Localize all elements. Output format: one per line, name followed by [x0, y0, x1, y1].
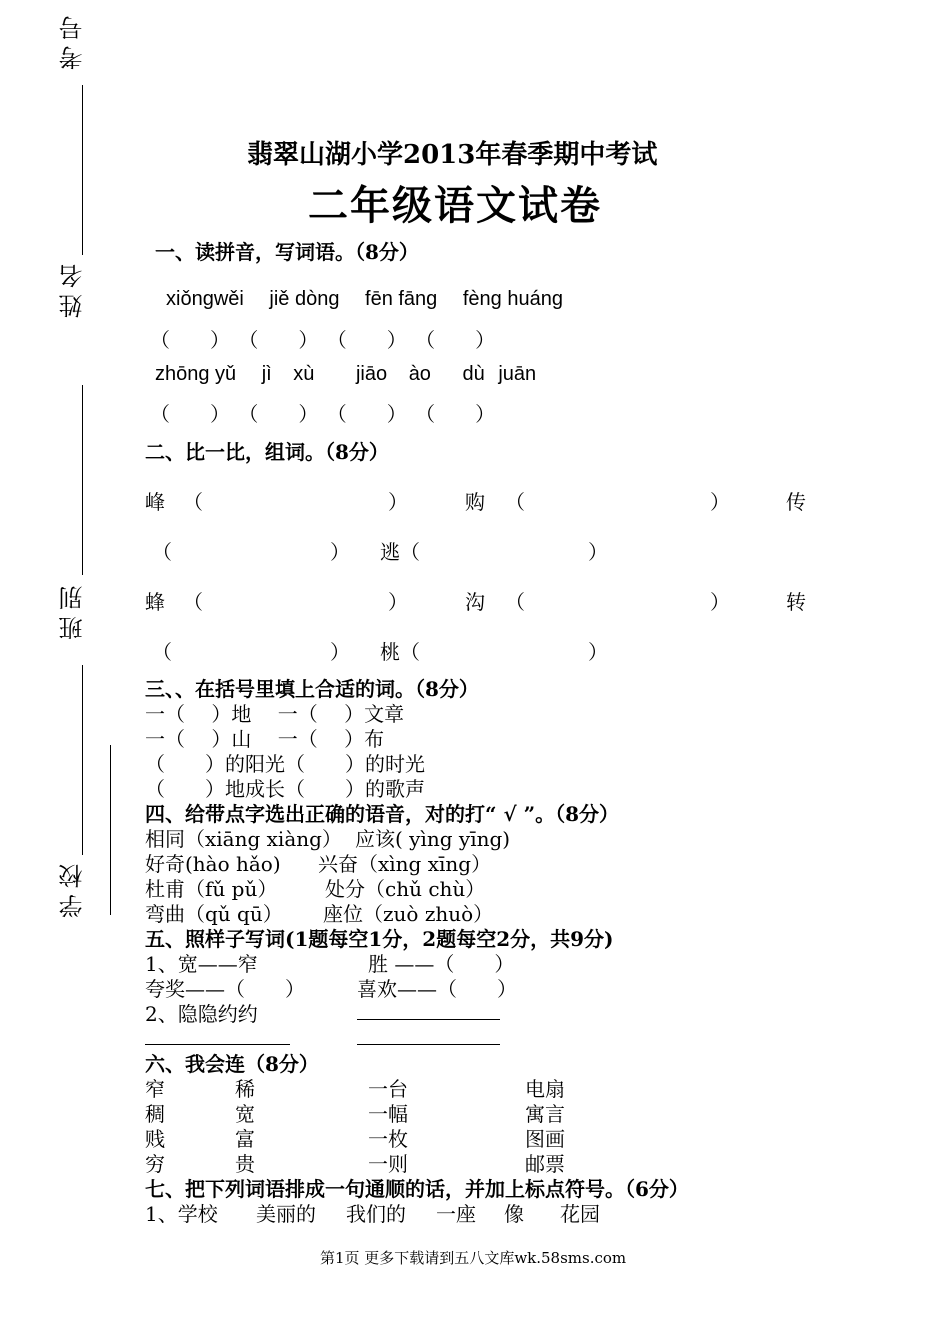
answer-blank[interactable]: （ ） — [415, 402, 496, 426]
pronunciation-choice: 好奇(hào hǎo) — [145, 852, 281, 876]
pronunciation-choice: 弯曲（qǔ qū） — [145, 902, 283, 926]
pinyin-item: zhōng yǔ — [155, 363, 237, 385]
class-label: 班别 — [59, 580, 87, 640]
paren-close: ） — [388, 590, 408, 614]
pinyin-row-1 — [166, 288, 563, 311]
section-6-heading: 六、我会连（8分） — [145, 1052, 319, 1076]
section-4-heading: 四、给带点字选出正确的语音，对的打“ √ ”。（8分） — [145, 802, 619, 826]
match-item[interactable]: 一则 — [368, 1152, 408, 1176]
pronunciation-choice: 兴奋（xìng xīng） — [318, 852, 492, 876]
section-7-heading: 七、把下列词语排成一句通顺的话，并加上标点符号。（6分） — [145, 1177, 689, 1201]
match-item[interactable]: 富 — [235, 1127, 255, 1151]
example-word: 2、隐隐约约 — [145, 1002, 258, 1026]
paren-open: （ — [183, 590, 203, 614]
word-item: 花园 — [560, 1202, 600, 1226]
pronunciation-choice: 座位（zuò zhuò） — [323, 902, 494, 926]
antonym-blank[interactable]: 夸奖——（ ） — [145, 977, 305, 1001]
section-5-heading: 五、照样子写词(1题每空1分，2题每空2分，共9分) — [145, 927, 614, 951]
answer-blank[interactable]: （ ） — [238, 328, 319, 352]
match-item[interactable]: 一幅 — [368, 1102, 408, 1126]
fill-line: （ ）的阳光（ ）的时光 — [145, 752, 425, 776]
char-feng-bee: 蜂 — [145, 590, 165, 614]
match-item[interactable]: 寓言 — [525, 1102, 565, 1126]
match-item[interactable]: 电扇 — [525, 1077, 565, 1101]
char-gou-ditch: 沟 — [465, 590, 485, 614]
paren-close: ） — [388, 490, 408, 514]
pinyin-item: dù — [462, 363, 485, 385]
paren-close: ） — [330, 540, 350, 564]
write-line[interactable] — [357, 1019, 500, 1020]
word-item: 一座 — [436, 1202, 476, 1226]
exam-title: 翡翠山湖小学2013年春季期中考试 — [247, 140, 658, 170]
example-word: 1、宽——窄 — [145, 952, 258, 976]
paren-close: ） — [330, 640, 350, 664]
pinyin-row-2 — [155, 363, 536, 386]
pinyin-item: juān — [498, 363, 537, 385]
word-item: 美丽的 — [256, 1202, 316, 1226]
char-feng-peak: 峰 — [145, 490, 165, 514]
antonym-blank[interactable]: 胜 ——（ ） — [368, 952, 515, 976]
paren-close: ） — [710, 590, 730, 614]
pronunciation-choice: 杜甫（fǔ pǔ） — [145, 877, 278, 901]
answer-blank[interactable]: （ ） — [150, 402, 230, 426]
answer-blank[interactable]: （ ） — [150, 328, 230, 352]
write-line[interactable] — [145, 1044, 290, 1045]
pinyin-item: fèng huáng — [462, 288, 563, 310]
pinyin-item: ào — [408, 363, 431, 385]
word-item: 我们的 — [346, 1202, 406, 1226]
fill-line: 一（ ）山 一（ ）布 — [145, 727, 385, 751]
pronunciation-choice: 处分（chǔ chù） — [325, 877, 486, 901]
write-line[interactable] — [357, 1044, 500, 1045]
section-2-heading: 二、比一比，组词。（8分） — [145, 440, 389, 464]
pinyin-item: jiě dòng — [269, 288, 340, 310]
pronunciation-choice: 相同（xiāng xiàng） — [145, 827, 342, 851]
match-item[interactable]: 窄 — [145, 1077, 165, 1101]
word-item: 1、学校 — [145, 1202, 218, 1226]
match-item[interactable]: 一枚 — [368, 1127, 408, 1151]
match-item[interactable]: 穷 — [145, 1152, 165, 1176]
answer-blanks-row-1 — [150, 324, 495, 353]
char-gou-buy: 购 — [465, 490, 485, 514]
exam-subtitle: 二年级语文试卷 — [308, 182, 602, 229]
paren-open: （ — [505, 590, 525, 614]
answer-blank[interactable]: （ ） — [238, 402, 319, 426]
paren-open: （ — [183, 490, 203, 514]
section-3-heading: 三、、在括号里填上合适的词。（8分） — [145, 677, 479, 701]
pinyin-item: jì — [261, 363, 272, 385]
fill-line: （ ）地成长（ ）的歌声 — [145, 777, 425, 801]
fill-line: 一（ ）地 一（ ）文章 — [145, 702, 405, 726]
match-item[interactable]: 图画 — [525, 1127, 565, 1151]
name-label: 姓名 — [59, 258, 87, 318]
paren-close: ） — [588, 640, 608, 664]
paren-open: （ — [152, 540, 172, 564]
answer-blank[interactable]: （ ） — [415, 328, 496, 352]
paren-open: （ — [505, 490, 525, 514]
char-tao-peach: 桃（ — [380, 640, 420, 664]
pinyin-item: jiāo — [355, 363, 388, 385]
match-item[interactable]: 稠 — [145, 1102, 165, 1126]
school-label: 学校 — [59, 858, 87, 918]
match-item[interactable]: 稀 — [235, 1077, 255, 1101]
paren-close: ） — [710, 490, 730, 514]
paren-open: （ — [152, 640, 172, 664]
match-item[interactable]: 一台 — [368, 1077, 408, 1101]
exam-number-line — [82, 85, 83, 255]
pinyin-item: xù — [293, 363, 315, 385]
name-line — [82, 385, 83, 575]
exam-number-label: 考号 — [59, 10, 87, 70]
class-line — [82, 665, 83, 855]
match-item[interactable]: 宽 — [235, 1102, 255, 1126]
section-1-heading: 一、读拼音，写词语。（8分） — [155, 240, 419, 264]
char-zhuan: 转 — [786, 590, 806, 614]
page-footer: 第1页 更多下载请到五八文库wk.58sms.com — [320, 1249, 627, 1267]
pinyin-item: fēn fāng — [365, 288, 438, 310]
match-item[interactable]: 贱 — [145, 1127, 165, 1151]
school-line-outer — [110, 745, 111, 915]
answer-blank[interactable]: （ ） — [326, 328, 407, 352]
word-item: 像 — [504, 1202, 524, 1226]
char-chuan: 传 — [786, 490, 806, 514]
paren-close: ） — [588, 540, 608, 564]
antonym-blank[interactable]: 喜欢——（ ） — [357, 977, 517, 1001]
pronunciation-choice: 应该( yìng yīng) — [355, 827, 511, 851]
match-item[interactable]: 邮票 — [525, 1152, 565, 1176]
match-item[interactable]: 贵 — [235, 1152, 255, 1176]
answer-blank[interactable]: （ ） — [326, 402, 407, 426]
char-tao-escape: 逃（ — [380, 540, 420, 564]
answer-blanks-row-2 — [150, 398, 495, 427]
pinyin-item: xiǒngwěi — [166, 288, 244, 310]
